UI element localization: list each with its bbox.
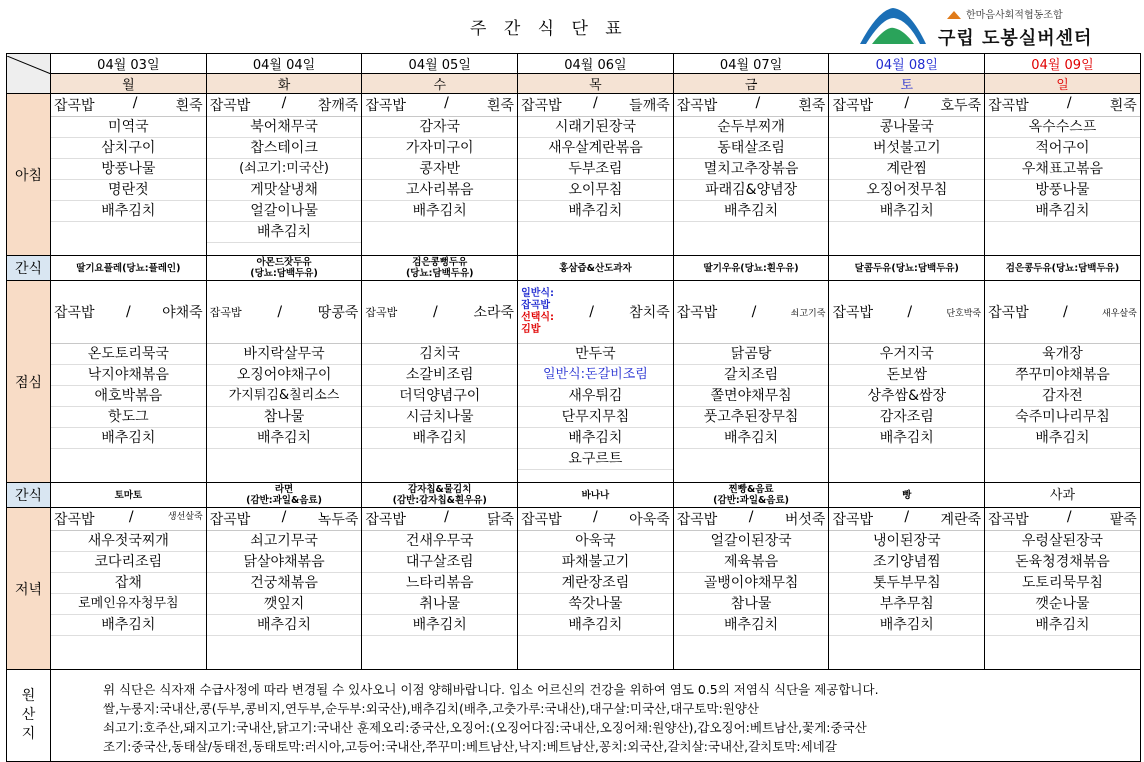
weekly-menu-table — [6, 53, 1141, 762]
dish-item: 참나물 — [207, 407, 362, 428]
snack-cell: 사과 — [985, 483, 1141, 508]
dish-item: 요구르트 — [518, 449, 673, 470]
rice-label: 잡곡밥 — [54, 305, 95, 321]
weekday-cell: 수 — [362, 74, 518, 94]
dish-item: 배추김치 — [829, 615, 984, 636]
dish-item: 돈보쌈 — [829, 365, 984, 386]
house-icon — [946, 10, 962, 20]
dish-item: 새우튀김 — [518, 386, 673, 407]
dinner-cell — [985, 508, 1141, 670]
dish-item: 배추김치 — [51, 428, 206, 449]
dinner-cell — [362, 508, 518, 670]
slash: / — [589, 304, 594, 320]
dish-item: 게맛살냉채 — [207, 180, 362, 201]
dish-item: 배추김치 — [207, 222, 362, 243]
rice-label: 잡곡밥 — [676, 305, 718, 321]
dish-item: 얼갈이된장국 — [674, 531, 829, 552]
rice-porridge-line — [985, 508, 1140, 531]
rice-label: 잡곡밥 — [521, 512, 562, 528]
porridge-label: 야채죽 — [162, 305, 203, 321]
porridge-label: 들깨죽 — [629, 98, 670, 114]
porridge-label: 땅콩죽 — [317, 305, 359, 321]
date-cell: 04월 07일 — [673, 54, 829, 74]
porridge-label: 닭죽 — [486, 512, 515, 528]
dish-item: 우채표고볶음 — [985, 159, 1140, 180]
origin-label: 원 산 지 — [7, 670, 51, 762]
dish-item: 조기양념찜 — [829, 552, 984, 573]
dish-item: 숙주미나리무침 — [985, 407, 1140, 428]
weekday-cell: 일 — [985, 74, 1141, 94]
rice-porridge-line — [985, 281, 1140, 344]
snack-cell: 라면 (감반:과일&음료) — [206, 483, 362, 508]
origin-row — [7, 670, 1141, 762]
weekday-cell: 화 — [206, 74, 362, 94]
date-cell: 04월 04일 — [206, 54, 362, 74]
dish-item: 더덕양념구이 — [362, 386, 517, 407]
porridge-label: 녹두죽 — [317, 512, 359, 528]
breakfast-cell — [206, 94, 362, 256]
dish-item: 육개장 — [985, 344, 1140, 365]
dish-item: 배추김치 — [674, 201, 829, 222]
logo-center-name: 구립 도봉실버센터 — [938, 28, 1093, 49]
dish-item: 배추김치 — [207, 615, 362, 636]
dish-item: 핫도그 — [51, 407, 206, 428]
dish-item: 낙지야채볶음 — [51, 365, 206, 386]
snack-cell: 딸기요플레(당뇨:플레인) — [51, 256, 207, 281]
rice-label: 잡곡밥 — [988, 512, 1029, 528]
dish-item: 로메인유자청무침 — [51, 594, 206, 615]
rice-label: 잡곡밥 — [54, 512, 95, 528]
rice-porridge-line — [51, 508, 206, 531]
dish-item: 일반식:돈갈비조림 — [518, 365, 673, 386]
date-cell: 04월 03일 — [51, 54, 207, 74]
snack-cell: 토마토 — [51, 483, 207, 508]
date-cell: 04월 08일 — [829, 54, 985, 74]
snack-cell: 찐빵&음료 (감반:과일&음료) — [673, 483, 829, 508]
dish-item: 상추쌈&쌈장 — [829, 386, 984, 407]
dish-item: 배추김치 — [518, 201, 673, 222]
notice-line: 위 식단은 식자재 수급사정에 따라 변경될 수 있사오니 이점 양해바랍니다. 입소 어르신의 건강을 위하여 염도 0.5의 저염식 식단을 제공합니다. — [103, 682, 879, 697]
snack-cell: 홍삼즙&산도과자 — [518, 256, 674, 281]
dish-item: 배추김치 — [362, 615, 517, 636]
rice-porridge-line — [518, 508, 673, 531]
dinner-label: 저녁 — [7, 508, 51, 670]
dish-item: 아욱국 — [518, 531, 673, 552]
dish-item: 김치국 — [362, 344, 517, 365]
rice-label: 잡곡밥 — [209, 512, 251, 528]
slash: / — [444, 95, 449, 111]
dish-item: 제육볶음 — [674, 552, 829, 573]
rice-label: 잡곡밥 — [365, 512, 406, 528]
slash: / — [281, 509, 287, 525]
dish-item: 코다리조림 — [51, 552, 206, 573]
dish-item: (쇠고기:미국산) — [207, 159, 362, 180]
page-title: 주 간 식 단 표 — [470, 19, 628, 39]
dish-item: 두부조림 — [518, 159, 673, 180]
porridge-label: 단호박죽 — [946, 308, 982, 319]
rice-porridge-line — [362, 281, 517, 344]
slash: / — [1063, 304, 1068, 320]
rice-label: 잡곡밥 — [676, 98, 718, 114]
breakfast-cell — [518, 94, 674, 256]
dish-item: 배추김치 — [518, 428, 673, 449]
porridge-label: 팥죽 — [1109, 512, 1137, 528]
rice-porridge-line — [362, 508, 517, 531]
dish-item: 도토리묵무침 — [985, 573, 1140, 594]
dish-item: 오이무침 — [518, 180, 673, 201]
dish-item: 온도토리묵국 — [51, 344, 206, 365]
lunch-cell — [985, 281, 1141, 483]
notice-cell — [51, 670, 1141, 762]
dish-item: 시래기된장국 — [518, 117, 673, 138]
rice-label: 잡곡밥 — [54, 98, 95, 114]
logo-org-name: 한마음사회적협동조합 — [966, 10, 1063, 21]
dish-item: 냉이된장국 — [829, 531, 984, 552]
dish-item: 잡채 — [51, 573, 206, 594]
rice-label: 잡곡밥 — [988, 305, 1029, 321]
slash: / — [907, 304, 913, 320]
dish-item: 찹스테이크 — [207, 138, 362, 159]
dish-item: 깻순나물 — [985, 594, 1140, 615]
porridge-label: 호두죽 — [940, 98, 982, 114]
dish-item: 오징어젓무침 — [829, 180, 984, 201]
dish-item: 적어구이 — [985, 138, 1140, 159]
dish-item: 새우젓국찌개 — [51, 531, 206, 552]
rice-label: 잡곡밥 — [365, 306, 398, 319]
porridge-label: 흰죽 — [486, 98, 515, 114]
rice-porridge-line — [51, 281, 206, 344]
dish-item: 건새우무국 — [362, 531, 517, 552]
rice-label: 잡곡밥 — [209, 306, 242, 319]
porridge-label: 새우살죽 — [1102, 308, 1137, 319]
breakfast-cell — [51, 94, 207, 256]
dish-item: 감자국 — [362, 117, 517, 138]
rice-label: 잡곡밥 — [988, 98, 1029, 114]
origin-line: 쌀,누룽지:국내산,콩(두부,콩비지,연두부,순두부:외국산),배추김치(배추,고춧가루:국내산),대구살:미국산,대구토막:원양산 — [103, 701, 759, 716]
slash: / — [751, 304, 757, 320]
dish-item: 명란젓 — [51, 180, 206, 201]
dish-item: 계란찜 — [829, 159, 984, 180]
lunch-cell — [206, 281, 362, 483]
dish-item: 돈육청경채볶음 — [985, 552, 1140, 573]
dish-item: 참나물 — [674, 594, 829, 615]
rice-label: 잡곡밥 — [832, 512, 874, 528]
dish-item: 배추김치 — [51, 615, 206, 636]
snack2-row — [7, 483, 1141, 508]
date-row — [7, 54, 1141, 74]
dish-item: 멸치고추장볶음 — [674, 159, 829, 180]
dish-item: 배추김치 — [518, 615, 673, 636]
slash: / — [748, 509, 754, 525]
dish-item: 쭈꾸미야채볶음 — [985, 365, 1140, 386]
slash: / — [433, 304, 438, 320]
dish-item: 바지락살무국 — [207, 344, 362, 365]
dish-item: 오징어야채구이 — [207, 365, 362, 386]
rice-label: 잡곡밥 — [521, 98, 562, 114]
weekday-cell: 월 — [51, 74, 207, 94]
date-cell: 04월 05일 — [362, 54, 518, 74]
dinner-cell — [51, 508, 207, 670]
rice-porridge-line — [51, 94, 206, 117]
slash: / — [125, 304, 131, 320]
choice-label: 선택식: — [521, 312, 555, 323]
porridge-label: 쇠고기죽 — [790, 308, 826, 319]
dish-item: 쑥갓나물 — [518, 594, 673, 615]
dinner-cell — [829, 508, 985, 670]
choice-label: 일반식: — [521, 288, 555, 299]
snack1-row — [7, 256, 1141, 281]
porridge-label: 소라죽 — [473, 305, 515, 321]
porridge-label: 아욱죽 — [629, 512, 670, 528]
dish-item: 미역국 — [51, 117, 206, 138]
slash: / — [1066, 95, 1072, 111]
weekday-cell: 금 — [673, 74, 829, 94]
slash: / — [904, 95, 910, 111]
snack-cell: 딸기우유(당뇨:흰우유) — [673, 256, 829, 281]
rice-label: 잡곡밥 — [676, 512, 718, 528]
dish-item: 방풍나물 — [51, 159, 206, 180]
slash: / — [755, 95, 761, 111]
rice-porridge-line — [674, 281, 829, 344]
dish-item: 배추김치 — [362, 201, 517, 222]
snack-cell: 검은콩두유(당뇨:담백두유) — [985, 256, 1141, 281]
choice-value: 김밥 — [521, 324, 541, 335]
date-cell: 04월 09일 — [985, 54, 1141, 74]
dish-item: 배추김치 — [51, 201, 206, 222]
dish-item: 배추김치 — [674, 428, 829, 449]
dish-item: 고사리볶음 — [362, 180, 517, 201]
porridge-label: 흰죽 — [1109, 98, 1137, 114]
dish-item: 깻잎지 — [207, 594, 362, 615]
slash: / — [132, 95, 138, 111]
porridge-label: 버섯죽 — [784, 512, 826, 528]
rice-label: 잡곡밥 — [832, 98, 874, 114]
dish-item: 동태살조림 — [674, 138, 829, 159]
rice-porridge-line — [518, 94, 673, 117]
dish-item: 단무지무침 — [518, 407, 673, 428]
rice-porridge-line — [207, 281, 362, 344]
rice-porridge-line — [362, 94, 517, 117]
dish-item: 순두부찌개 — [674, 117, 829, 138]
rice-porridge-line — [674, 508, 829, 531]
rice-choice — [521, 288, 554, 336]
breakfast-label: 아침 — [7, 94, 51, 256]
slash: / — [281, 95, 287, 111]
slash: / — [593, 95, 598, 111]
rice-porridge-line — [829, 94, 984, 117]
dish-item: 만두국 — [518, 344, 673, 365]
slash: / — [128, 509, 134, 525]
dish-item: 골뱅이야채무침 — [674, 573, 829, 594]
breakfast-cell — [362, 94, 518, 256]
dish-item: 쇠고기무국 — [207, 531, 362, 552]
dish-item: 톳두부무침 — [829, 573, 984, 594]
porridge-label: 흰죽 — [175, 98, 203, 114]
dish-item: 배추김치 — [829, 201, 984, 222]
slash: / — [593, 509, 598, 525]
rice-porridge-line — [518, 281, 673, 344]
mountain-logo-icon — [858, 4, 928, 46]
dish-item: 감자전 — [985, 386, 1140, 407]
rice-porridge-line — [985, 94, 1140, 117]
origin-line: 조기:중국산,동태살/동태전,동태토막:러시아,고등어:국내산,쭈꾸미:베트남산,낙지:베트남산,꽁치:외국산,갈치살:국내산,갈치토막:세네갈 — [103, 739, 837, 754]
dish-item: 갈치조림 — [674, 365, 829, 386]
dish-item: 애호박볶음 — [51, 386, 206, 407]
dish-item: 느타리볶음 — [362, 573, 517, 594]
snack-cell: 빵 — [829, 483, 985, 508]
lunch-cell — [673, 281, 829, 483]
rice-porridge-line — [829, 508, 984, 531]
dish-item: 건궁채볶음 — [207, 573, 362, 594]
porridge-label: 계란죽 — [940, 512, 982, 528]
dish-item: 우거지국 — [829, 344, 984, 365]
date-cell: 04월 06일 — [518, 54, 674, 74]
dish-item: 가지튀김&칠리소스 — [207, 386, 362, 407]
dish-item: 얼갈이나물 — [207, 201, 362, 222]
dinner-cell — [206, 508, 362, 670]
dish-item: 쫄면야채무침 — [674, 386, 829, 407]
dish-item: 시금치나물 — [362, 407, 517, 428]
choice-value: 잡곡밥 — [521, 300, 551, 311]
dish-item: 버섯불고기 — [829, 138, 984, 159]
dish-item: 옥수수스프 — [985, 117, 1140, 138]
porridge-label: 흰죽 — [798, 98, 826, 114]
dish-item: 감자조림 — [829, 407, 984, 428]
rice-porridge-line — [207, 94, 362, 117]
snack-cell: 바나나 — [518, 483, 674, 508]
lunch-cell — [51, 281, 207, 483]
dish-item: 닭곰탕 — [674, 344, 829, 365]
snack-cell: 감자칩&물김치 (감반:감자칩&흰우유) — [362, 483, 518, 508]
dish-item: 파채불고기 — [518, 552, 673, 573]
dish-item: 풋고추된장무침 — [674, 407, 829, 428]
lunch-cell — [518, 281, 674, 483]
corner-cell — [7, 54, 51, 94]
rice-porridge-line — [829, 281, 984, 344]
dish-item: 대구살조림 — [362, 552, 517, 573]
dinner-cell — [673, 508, 829, 670]
dinner-cell — [518, 508, 674, 670]
dinner-row — [7, 508, 1141, 670]
weekday-row — [7, 74, 1141, 94]
dish-item: 배추김치 — [207, 428, 362, 449]
breakfast-cell — [985, 94, 1141, 256]
snack-cell: 아몬드잣두유 (당뇨:담백두유) — [206, 256, 362, 281]
slash: / — [444, 509, 449, 525]
dish-item: 파래김&양념장 — [674, 180, 829, 201]
rice-label: 잡곡밥 — [209, 98, 251, 114]
slash: / — [1066, 509, 1072, 525]
dish-item: 콩자반 — [362, 159, 517, 180]
porridge-label: 생선살죽 — [167, 512, 203, 522]
dish-item: 가자미구이 — [362, 138, 517, 159]
dish-item: 배추김치 — [985, 201, 1140, 222]
slash: / — [277, 304, 283, 320]
dish-item: 우렁살된장국 — [985, 531, 1140, 552]
lunch-cell — [362, 281, 518, 483]
dish-item: 닭살야채볶음 — [207, 552, 362, 573]
snack-label: 간식 — [7, 256, 51, 281]
rice-label: 잡곡밥 — [832, 305, 874, 321]
weekday-cell: 토 — [829, 74, 985, 94]
breakfast-row — [7, 94, 1141, 256]
dish-item: 북어채무국 — [207, 117, 362, 138]
snack-cell: 검은콩뻥두유 (당뇨:담백두유) — [362, 256, 518, 281]
dish-item: 방풍나물 — [985, 180, 1140, 201]
dish-item: 계란장조림 — [518, 573, 673, 594]
rice-porridge-line — [674, 94, 829, 117]
porridge-label: 참깨죽 — [317, 98, 359, 114]
porridge-label: 참치죽 — [629, 305, 670, 321]
dish-item: 콩나물국 — [829, 117, 984, 138]
snack-cell: 달콤두유(당뇨:담백두유) — [829, 256, 985, 281]
dish-item: 배추김치 — [985, 428, 1140, 449]
dish-item: 부추무침 — [829, 594, 984, 615]
dish-item: 새우살계란볶음 — [518, 138, 673, 159]
dish-item: 삼치구이 — [51, 138, 206, 159]
diagonal-line — [7, 56, 51, 92]
dish-item: 배추김치 — [362, 428, 517, 449]
rice-label: 잡곡밥 — [365, 98, 406, 114]
lunch-row — [7, 281, 1141, 483]
lunch-label: 점심 — [7, 281, 51, 483]
weekday-cell: 목 — [518, 74, 674, 94]
slash: / — [904, 509, 910, 525]
origin-line: 쇠고기:호주산,돼지고기:국내산,닭고기:국내산 훈제오리:중국산,오징어:(오징어다짐:국내산,오징어채:원양산),갑오징어:베트남산,꽃게:중국산 — [103, 720, 867, 735]
dish-item: 소갈비조림 — [362, 365, 517, 386]
logo — [858, 2, 1128, 48]
dish-item: 취나물 — [362, 594, 517, 615]
dish-item: 배추김치 — [829, 428, 984, 449]
dish-item: 배추김치 — [985, 615, 1140, 636]
breakfast-cell — [673, 94, 829, 256]
lunch-cell — [829, 281, 985, 483]
dish-item: 배추김치 — [674, 615, 829, 636]
snack-label: 간식 — [7, 483, 51, 508]
rice-porridge-line — [207, 508, 362, 531]
breakfast-cell — [829, 94, 985, 256]
